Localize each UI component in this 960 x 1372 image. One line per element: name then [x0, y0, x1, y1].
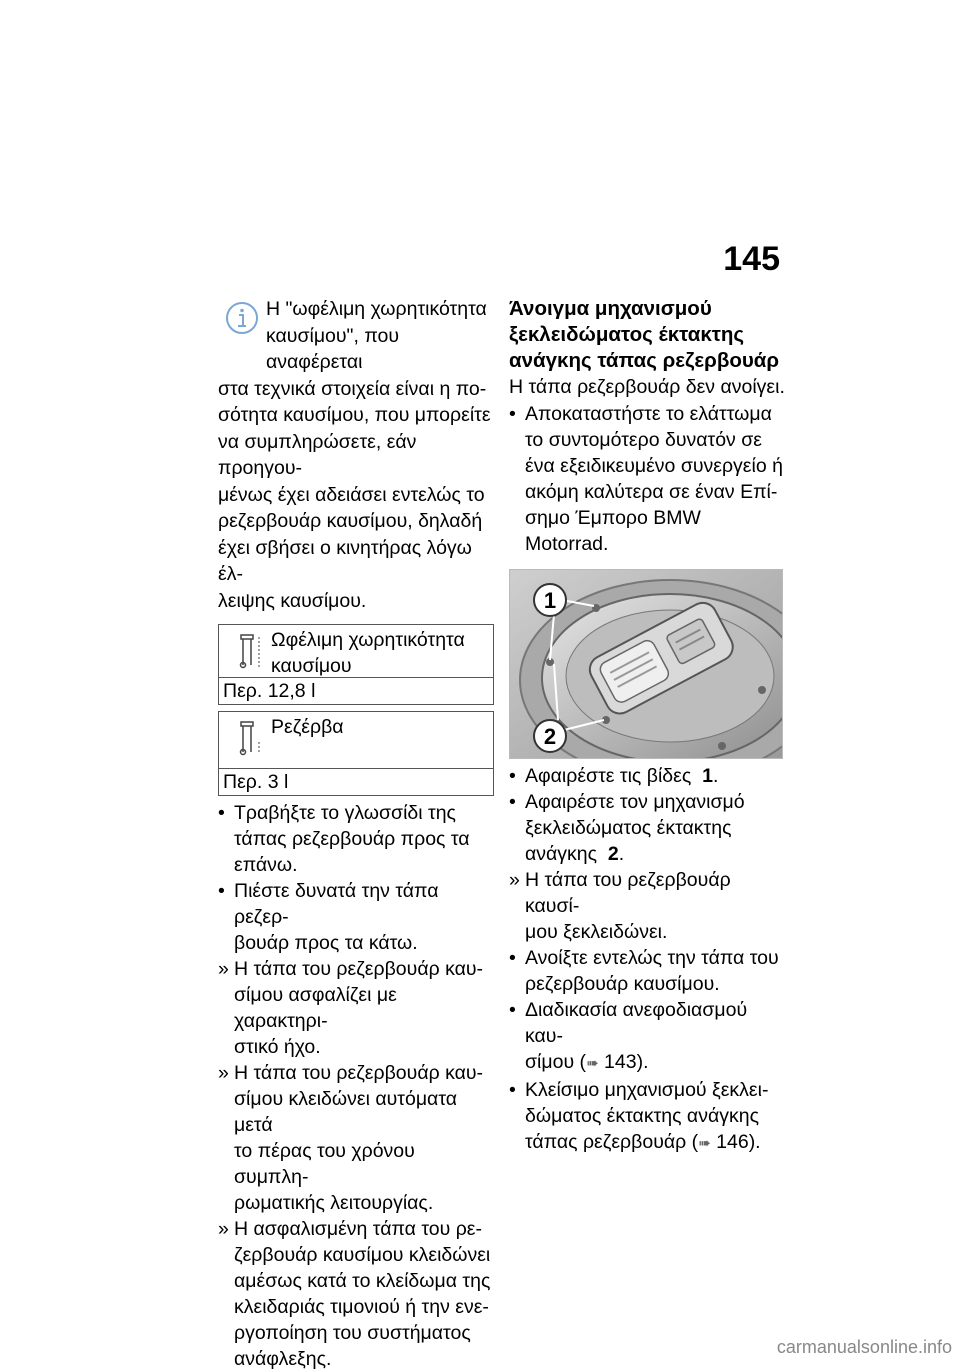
list-item	[218, 878, 494, 956]
left-column	[218, 296, 494, 1372]
step-line: ζερβουάρ καυσίμου κλειδώνει	[234, 1244, 491, 1266]
step-line: Ανοίξτε εντελώς την τάπα του	[525, 946, 779, 969]
list-item	[218, 1216, 494, 1372]
note-line: να συμπληρώσετε, εάν προηγου-	[218, 430, 417, 479]
step-line: ανάφλεξης.	[234, 1348, 332, 1370]
note-line: σότητα καυσίμου, που μπορείτε	[218, 404, 491, 426]
result-marker: »	[218, 958, 229, 980]
intro-text: Η τάπα ρεζερβουάρ δεν ανοίγει.	[509, 376, 785, 398]
note-line: στα τεχνικά στοιχεία είναι η πο-	[218, 377, 487, 400]
page-number: 145	[723, 240, 780, 278]
step-text: τάπας ρεζερβουάρ (	[525, 1130, 699, 1153]
step-punct: ).	[636, 1050, 649, 1073]
ref-number: 1	[702, 764, 713, 787]
bullet-marker: •	[509, 998, 516, 1021]
step-line: σίμου ασφαλίζει με χαρακτηρι-	[234, 984, 397, 1032]
list-item	[509, 763, 785, 789]
step-line: ακόμη καλύτερα σε έναν Επί-	[525, 480, 778, 503]
note-line: μένως έχει αδειάσει εντελώς το	[218, 483, 485, 506]
list-item	[218, 800, 494, 878]
step-line: το πέρας του χρόνου συμπλη-	[234, 1140, 415, 1188]
bullet-marker: •	[218, 880, 225, 902]
heading-line: ανάγκης τάπας ρεζερβουάρ	[509, 349, 780, 372]
step-punct: .	[712, 764, 719, 787]
bullet-marker: •	[509, 402, 516, 425]
step-line: Η τάπα του ρεζερβουάρ καυ-	[234, 1062, 484, 1084]
note-line: καυσίμου", που αναφέρεται	[266, 324, 400, 373]
list-item	[509, 997, 785, 1077]
step-line: ρεζερβουάρ καυσίμου.	[525, 972, 720, 995]
step-text: ανάγκης	[525, 842, 598, 865]
callout-label-1: 1	[543, 587, 557, 613]
info-icon	[224, 300, 260, 336]
spec-value: Περ. 12,8 l	[223, 680, 316, 702]
ref-number: 2	[607, 842, 619, 865]
list-item	[218, 1060, 494, 1216]
fuel-gauge-icon	[237, 718, 265, 758]
bullet-marker: •	[509, 790, 516, 813]
list-item	[509, 945, 785, 997]
step-line: Η τάπα του ρεζερβουάρ καυσί-	[525, 868, 731, 917]
step-line: δώματος έκτακτης ανάγκης	[525, 1104, 759, 1127]
step-punct: .	[618, 842, 625, 865]
page-ref-arrow-icon: ➠	[586, 1054, 599, 1072]
heading-line: ξεκλειδώματος έκτακτης	[509, 323, 745, 346]
step-line: τάπας ρεζερβουάρ προς τα	[234, 828, 470, 850]
info-note	[218, 296, 494, 614]
step-line: αμέσως κατά το κλείδωμα της	[234, 1270, 491, 1292]
right-column	[509, 296, 785, 1157]
result-marker: »	[509, 868, 520, 891]
step-line: Τραβήξτε το γλωσσίδι της	[234, 802, 456, 824]
list-item	[509, 789, 785, 867]
fuel-cap-photo	[509, 569, 783, 759]
fuel-gauge-icon	[237, 631, 265, 671]
spec-label-line: Ρεζέρβα	[271, 716, 344, 738]
step-line: επάνω.	[234, 854, 298, 876]
fuel-cap-illustration	[510, 570, 782, 758]
step-line: Κλείσιμο μηχανισμού ξεκλει-	[525, 1078, 769, 1101]
step-line: Η ασφαλισμένη τάπα του ρε-	[234, 1218, 482, 1240]
spec-usable-capacity	[218, 624, 494, 705]
spec-reserve	[218, 711, 494, 796]
fault-steps	[509, 401, 785, 557]
watermark-text: carmanualsonline.info	[776, 1337, 952, 1357]
step-punct: ).	[748, 1130, 761, 1153]
bullet-marker: •	[509, 946, 516, 969]
step-line: Η τάπα του ρεζερβουάρ καυ-	[234, 958, 484, 980]
step-line: Αφαιρέστε τον μηχανισμό	[525, 790, 745, 813]
spec-label-line: καυσίμου	[271, 655, 352, 677]
section-heading	[509, 296, 785, 374]
steps-list	[218, 800, 494, 1372]
step-text: σίμου (	[525, 1050, 587, 1073]
step-line: σημο Έμπορο BMW Motorrad.	[525, 506, 701, 555]
result-marker: »	[218, 1062, 229, 1084]
heading-line: Άνοιγμα μηχανισμού	[509, 297, 712, 320]
release-steps	[509, 763, 785, 1157]
list-item	[509, 1077, 785, 1157]
step-line: Διαδικασία ανεφοδιασμού καυ-	[525, 998, 748, 1047]
page-reference-link[interactable]: 143	[604, 1050, 637, 1073]
step-line: στικό ήχο.	[234, 1036, 321, 1058]
step-line: κλειδαριάς τιμονιού ή την ενε-	[234, 1296, 489, 1318]
list-item	[509, 867, 785, 945]
bullet-marker: •	[509, 1078, 516, 1101]
note-line: λειψης καυσίμου.	[218, 589, 367, 612]
step-text: Αφαιρέστε τις βίδες	[525, 764, 692, 787]
page-reference-link[interactable]: 146	[716, 1130, 749, 1153]
step-line: Αποκαταστήστε το ελάττωμα	[525, 402, 772, 425]
step-line: ρωματικής λειτουργίας.	[234, 1192, 434, 1214]
step-line: βουάρ προς τα κάτω.	[234, 932, 418, 954]
step-line: Πιέστε δυνατά την τάπα ρεζερ-	[234, 880, 439, 928]
step-line: μου ξεκλειδώνει.	[525, 920, 668, 943]
note-line: Η "ωφέλιμη χωρητικότητα	[266, 298, 487, 320]
list-item	[509, 401, 785, 557]
step-line: το συντομότερο δυνατόν σε	[525, 428, 762, 451]
result-marker: »	[218, 1218, 229, 1240]
spec-value: Περ. 3 l	[223, 771, 289, 793]
step-line: ξεκλειδώματος έκτακτης	[525, 816, 732, 839]
callout-label-2: 2	[543, 723, 557, 749]
bullet-marker: •	[509, 764, 516, 787]
bullet-marker: •	[218, 802, 225, 824]
list-item	[218, 956, 494, 1060]
note-line: έχει σβήσει ο κινητήρας λόγω έλ-	[218, 536, 472, 585]
step-line: ργοποίηση του συστήματος	[234, 1322, 471, 1344]
note-line: ρεζερβουάρ καυσίμου, δηλαδή	[218, 510, 483, 532]
spec-label-line: Ωφέλιμη χωρητικότητα	[271, 629, 465, 651]
step-line: ένα εξειδικευμένο συνεργείο ή	[525, 454, 783, 477]
step-line: σίμου κλειδώνει αυτόματα μετά	[234, 1088, 458, 1136]
page-ref-arrow-icon: ➠	[698, 1134, 711, 1152]
